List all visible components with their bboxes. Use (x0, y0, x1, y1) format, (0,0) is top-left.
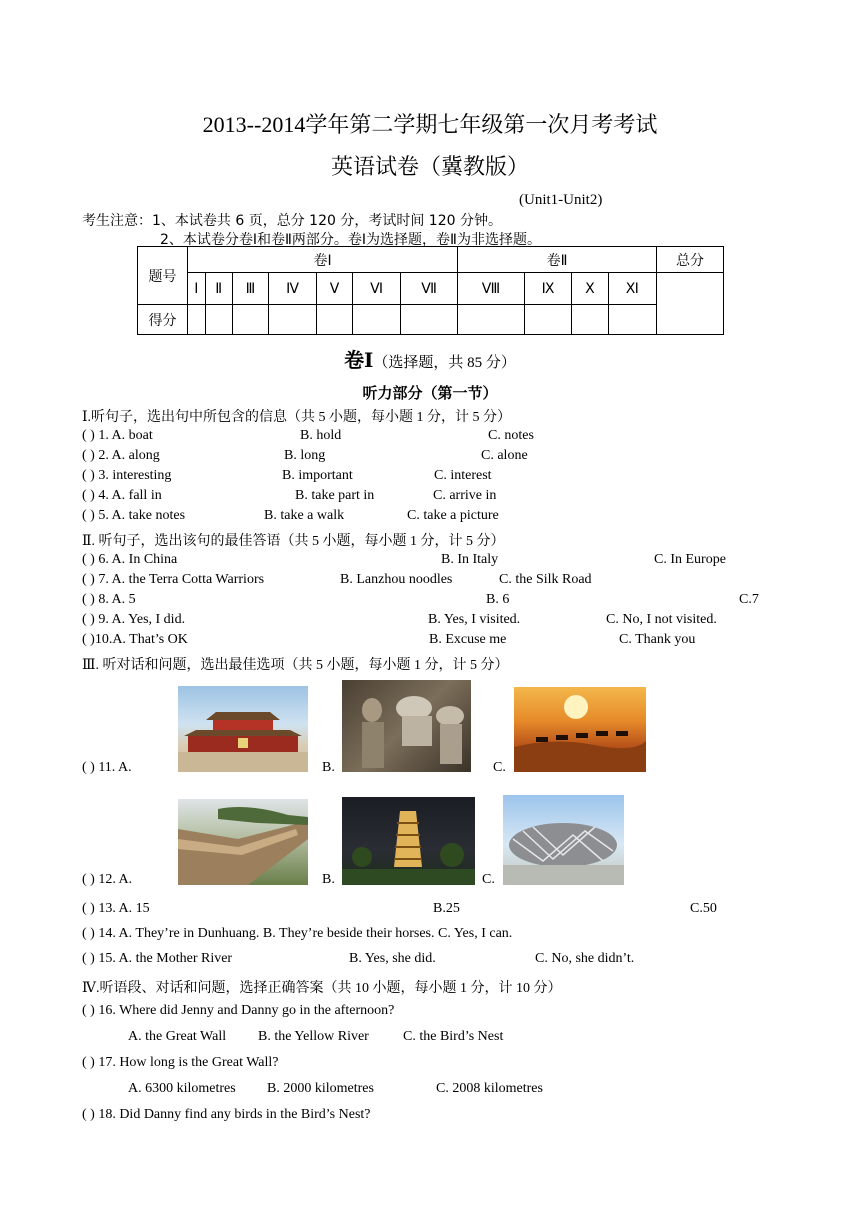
score-cell[interactable] (572, 305, 608, 335)
table-col-numeral: Ⅰ (188, 273, 206, 305)
question-2: ( ) 2. A. along (82, 448, 160, 463)
question-6: ( ) 6. A. In China (82, 552, 178, 567)
table-col-numeral: Ⅹ (572, 273, 608, 305)
option-c: C. alone (481, 448, 528, 463)
exam-title: 2013--2014学年第二学期七年级第一次月考考试 (202, 112, 658, 137)
option-b: B. 6 (486, 592, 510, 607)
option-b: B. Yes, she did. (349, 951, 436, 966)
option-b: B. hold (300, 428, 342, 443)
option-b: B. the Yellow River (258, 1029, 369, 1044)
score-cell[interactable] (458, 305, 525, 335)
tiananmen-image[interactable] (178, 686, 308, 772)
birds-nest-image[interactable] (503, 795, 624, 885)
wild-goose-pagoda-image[interactable] (342, 797, 475, 885)
question-5: ( ) 5. A. take notes (82, 508, 186, 523)
volume-title (0, 344, 860, 373)
section-3-heading: Ⅲ. 听对话和问题，选出最佳选项（共 5 小题，每小题 1 分，计 5 分） (82, 658, 509, 673)
score-cell[interactable] (188, 305, 206, 335)
desert-camels-image[interactable] (514, 687, 646, 772)
table-col-numeral: Ⅷ (458, 273, 525, 305)
volume-label: 卷Ⅰ (344, 350, 374, 372)
option-c: C.7 (739, 592, 759, 607)
table-header-vol2: 卷Ⅱ (458, 247, 657, 273)
question-3: ( ) 3. interesting (82, 468, 172, 483)
score-cell[interactable] (269, 305, 317, 335)
table-total-cell[interactable] (657, 273, 724, 335)
table-col-numeral: Ⅲ (232, 273, 269, 305)
score-cell[interactable] (608, 305, 656, 335)
option-b: B. In Italy (441, 552, 499, 567)
table-col-numeral: Ⅵ (353, 273, 401, 305)
option-c: C. Thank you (619, 632, 696, 647)
option-a: A. 6300 kilometres (128, 1081, 236, 1096)
table-col-numeral: Ⅴ (316, 273, 352, 305)
great-wall-icon (178, 799, 308, 885)
option-c: C. arrive in (433, 488, 497, 503)
question-7: ( ) 7. A. the Terra Cotta Warriors (82, 572, 265, 587)
table-label-question-no: 题号 (138, 247, 188, 305)
option-c: C. the Bird’s Nest (403, 1029, 504, 1044)
score-cell[interactable] (353, 305, 401, 335)
section-1-heading: Ⅰ.听句子，选出句中所包含的信息（共 5 小题，每小题 1 分，计 5 分） (82, 410, 512, 425)
table-header-vol1: 卷Ⅰ (188, 247, 458, 273)
option-a: A. the Great Wall (128, 1029, 227, 1044)
question-18: ( ) 18. Did Danny find any birds in the Bird’s Nest? (82, 1107, 371, 1122)
table-col-numeral: Ⅱ (205, 273, 232, 305)
question-10: ( )10.A. That’s OK (82, 632, 188, 647)
warriors-icon (342, 680, 471, 772)
option-c: C. notes (488, 428, 534, 443)
pagoda-icon (342, 797, 475, 885)
option-c: C. the Silk Road (499, 572, 592, 587)
option-c: C. 2008 kilometres (436, 1081, 543, 1096)
question-12: ( ) 12. A. (82, 872, 133, 887)
listening-title: 听力部分（第一节） (362, 386, 498, 402)
table-col-numeral: Ⅺ (608, 273, 656, 305)
option-c: C. take a picture (407, 508, 499, 523)
option-b: B. important (282, 468, 353, 483)
option-b: B. 2000 kilometres (267, 1081, 374, 1096)
table-header-total: 总分 (657, 247, 724, 273)
unit-range: (Unit1-Unit2) (519, 192, 603, 208)
exam-subtitle: 英语试卷（冀教版） (330, 154, 529, 179)
score-cell[interactable] (205, 305, 232, 335)
section-2-heading: Ⅱ. 听句子，选出该句的最佳答语（共 5 小题，每小题 1 分，计 5 分） (82, 534, 505, 549)
question-16: ( ) 16. Where did Jenny and Danny go in the afternoon? (82, 1003, 395, 1018)
great-wall-image[interactable] (178, 799, 308, 885)
section-4-heading: Ⅳ.听语段、对话和问题，选择正确答案（共 10 小题，每小题 1 分，计 10 分） (82, 981, 562, 996)
option-b-label: B. (322, 760, 335, 775)
question-9: ( ) 9. A. Yes, I did. (82, 612, 186, 627)
option-b: B. Lanzhou noodles (340, 572, 453, 587)
score-cell[interactable] (524, 305, 572, 335)
question-13: ( ) 13. A. 15 (82, 901, 150, 916)
question-15: ( ) 15. A. the Mother River (82, 951, 233, 966)
option-b: B. Yes, I visited. (428, 612, 521, 627)
option-b: B. Excuse me (429, 632, 507, 647)
terra-cotta-warriors-image[interactable] (342, 680, 471, 772)
option-b-label: B. (322, 872, 335, 887)
option-b: B.25 (433, 901, 460, 916)
score-cell[interactable] (232, 305, 269, 335)
question-4: ( ) 4. A. fall in (82, 488, 162, 503)
score-cell[interactable] (400, 305, 457, 335)
tiananmen-icon (178, 686, 308, 772)
question-17: ( ) 17. How long is the Great Wall? (82, 1055, 279, 1070)
notice-line-1: 考生注意：1、本试卷共 6 页，总分 120 分，考试时间 120 分钟。 (82, 213, 502, 229)
question-8: ( ) 8. A. 5 (82, 592, 136, 607)
camels-icon (514, 687, 646, 772)
option-c-label: C. (482, 872, 495, 887)
birds-nest-icon (503, 795, 624, 885)
volume-note: （选择题，共 85 分） (373, 355, 516, 371)
score-table (137, 246, 724, 335)
option-c: C. interest (434, 468, 492, 483)
question-1: ( ) 1. A. boat (82, 428, 153, 443)
option-c: C.50 (690, 901, 717, 916)
table-label-score: 得分 (138, 305, 188, 335)
option-b: B. take a walk (264, 508, 345, 523)
question-11: ( ) 11. A. (82, 760, 132, 775)
option-c: C. No, she didn’t. (535, 951, 635, 966)
option-c-label: C. (493, 760, 506, 775)
option-b: B. long (284, 448, 326, 463)
option-c: C. No, I not visited. (606, 612, 717, 627)
question-14: ( ) 14. A. They’re in Dunhuang. B. They’re beside their horses. C. Yes, I can. (82, 926, 513, 941)
score-cell[interactable] (316, 305, 352, 335)
table-col-numeral: Ⅸ (524, 273, 572, 305)
table-col-numeral: Ⅳ (269, 273, 317, 305)
option-b: B. take part in (295, 488, 375, 503)
notice-line-2: 2、本试卷分卷Ⅰ和卷Ⅱ两部分。卷Ⅰ为选择题，卷Ⅱ为非选择题。 (160, 232, 541, 248)
table-col-numeral: Ⅶ (400, 273, 457, 305)
option-c: C. In Europe (654, 552, 726, 567)
